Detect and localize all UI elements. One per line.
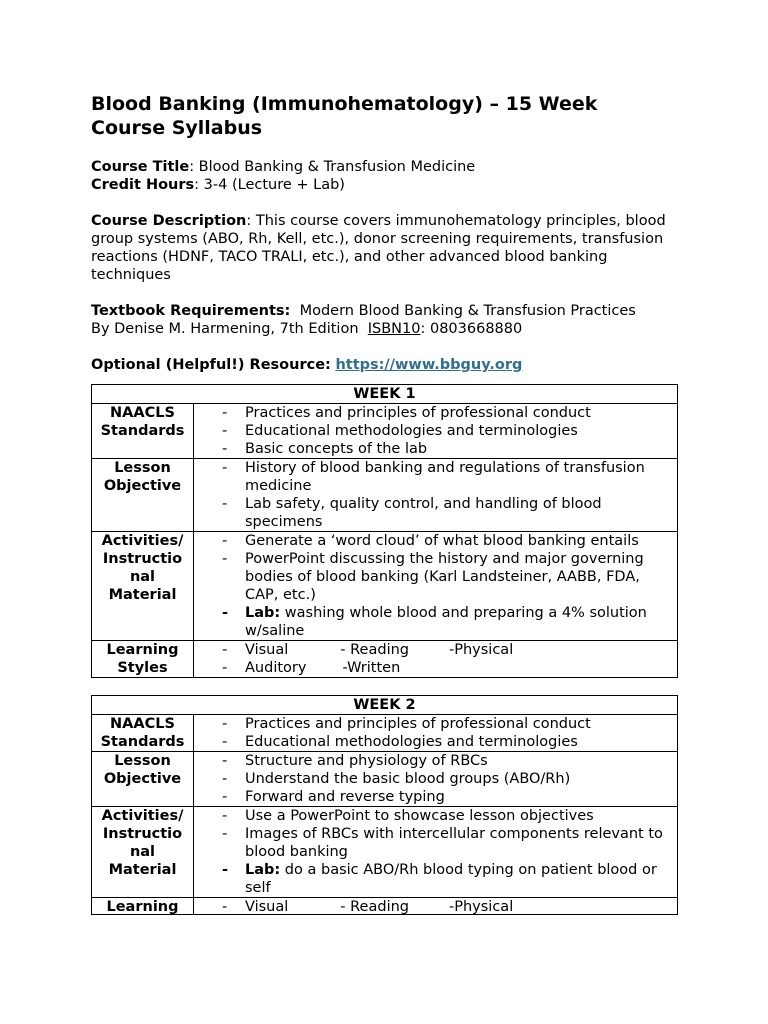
lab-item bbox=[194, 861, 677, 897]
isbn-label: ISBN10 bbox=[367, 321, 421, 337]
course-description-label: Course Description bbox=[91, 213, 247, 229]
isbn-value: : 0803668880 bbox=[420, 321, 523, 337]
row-label: Learning bbox=[92, 898, 194, 915]
row-label: NAACLS Standards bbox=[92, 715, 194, 752]
lab-label: Lab: bbox=[245, 862, 281, 878]
row-label: NAACLS Standards bbox=[92, 404, 194, 459]
lab-text: do a basic ABO/Rh blood typing on patient blood or self bbox=[245, 862, 657, 896]
activities-row bbox=[92, 532, 678, 641]
course-title-label: Course Title bbox=[91, 159, 190, 175]
list-item: - Forward and reverse typing bbox=[194, 788, 677, 806]
lesson-objective-row bbox=[92, 459, 678, 532]
row-label: Activities/ Instructio nal Material bbox=[92, 807, 194, 898]
list-item: - Basic concepts of the lab bbox=[194, 440, 677, 458]
bbguy-link[interactable]: https://www.bbguy.org bbox=[335, 357, 523, 373]
naacls-standards-row bbox=[92, 715, 678, 752]
learning-styles-row bbox=[92, 898, 678, 915]
course-title-line bbox=[91, 158, 681, 176]
learning-styles-line: - Visual - Reading -Physical bbox=[194, 898, 677, 914]
document-title: Blood Banking (Immunohematology) – 15 Week Course Syllabus bbox=[91, 93, 598, 139]
learning-styles-line: - Auditory -Written bbox=[194, 659, 677, 677]
lab-item bbox=[194, 604, 677, 640]
activities-row bbox=[92, 807, 678, 898]
list-item: - Lab safety, quality control, and handling of blood specimens bbox=[194, 495, 677, 531]
lab-text: washing whole blood and preparing a 4% solution w/saline bbox=[245, 605, 647, 639]
list-item: - Understand the basic blood groups (ABO/Rh) bbox=[194, 770, 677, 788]
course-description bbox=[91, 212, 681, 284]
lab-label: Lab: bbox=[245, 605, 281, 621]
list-item: - Educational methodologies and terminologies bbox=[194, 733, 677, 751]
week-2-table bbox=[91, 695, 678, 915]
optional-resource-label: Optional (Helpful!) Resource: bbox=[91, 357, 331, 373]
optional-resource bbox=[91, 356, 681, 374]
credit-hours-line bbox=[91, 176, 681, 194]
list-item: - Generate a ‘word cloud’ of what blood banking entails bbox=[194, 532, 677, 550]
week-1-table bbox=[91, 384, 678, 678]
row-label: Lesson Objective bbox=[92, 459, 194, 532]
row-label: Activities/ Instructio nal Material bbox=[92, 532, 194, 641]
learning-styles-row bbox=[92, 641, 678, 678]
lesson-objective-row bbox=[92, 752, 678, 807]
list-item: - Practices and principles of professional conduct bbox=[194, 404, 677, 422]
list-item: - Educational methodologies and terminologies bbox=[194, 422, 677, 440]
list-item: - Images of RBCs with intercellular components relevant to blood banking bbox=[194, 825, 677, 861]
week-header: WEEK 2 bbox=[92, 696, 678, 715]
row-label: Lesson Objective bbox=[92, 752, 194, 807]
list-item: - Use a PowerPoint to showcase lesson objectives bbox=[194, 807, 677, 825]
syllabus-page bbox=[91, 92, 681, 915]
list-item: - Practices and principles of professional conduct bbox=[194, 715, 677, 733]
row-label: Learning Styles bbox=[92, 641, 194, 678]
course-title-value: : Blood Banking & Transfusion Medicine bbox=[189, 159, 476, 175]
naacls-standards-row bbox=[92, 404, 678, 459]
textbook-title: Modern Blood Banking & Transfusion Practices bbox=[299, 303, 636, 319]
credit-hours-value: : 3-4 (Lecture + Lab) bbox=[194, 177, 345, 193]
list-item: - Structure and physiology of RBCs bbox=[194, 752, 677, 770]
textbook-requirements bbox=[91, 302, 681, 338]
textbook-author: By Denise M. Harmening, 7th Edition bbox=[91, 321, 359, 337]
textbook-label: Textbook Requirements: bbox=[91, 303, 291, 319]
week-header: WEEK 1 bbox=[92, 385, 678, 404]
list-item: - PowerPoint discussing the history and major governing bodies of blood banking (Karl Landsteiner, AABB, FDA, CAP, etc.) bbox=[194, 550, 677, 604]
credit-hours-label: Credit Hours bbox=[91, 177, 195, 193]
list-item: - History of blood banking and regulations of transfusion medicine bbox=[194, 459, 677, 495]
course-description-text: : This course covers immunohematology principles, blood group systems (ABO, Rh, Kell, etc.), donor screening requirements, transfusion reactions (HDNF, TACO TRALI, etc.), and other advanced blood banking techniques bbox=[91, 213, 666, 283]
learning-styles-line: - Visual - Reading -Physical bbox=[194, 641, 677, 659]
